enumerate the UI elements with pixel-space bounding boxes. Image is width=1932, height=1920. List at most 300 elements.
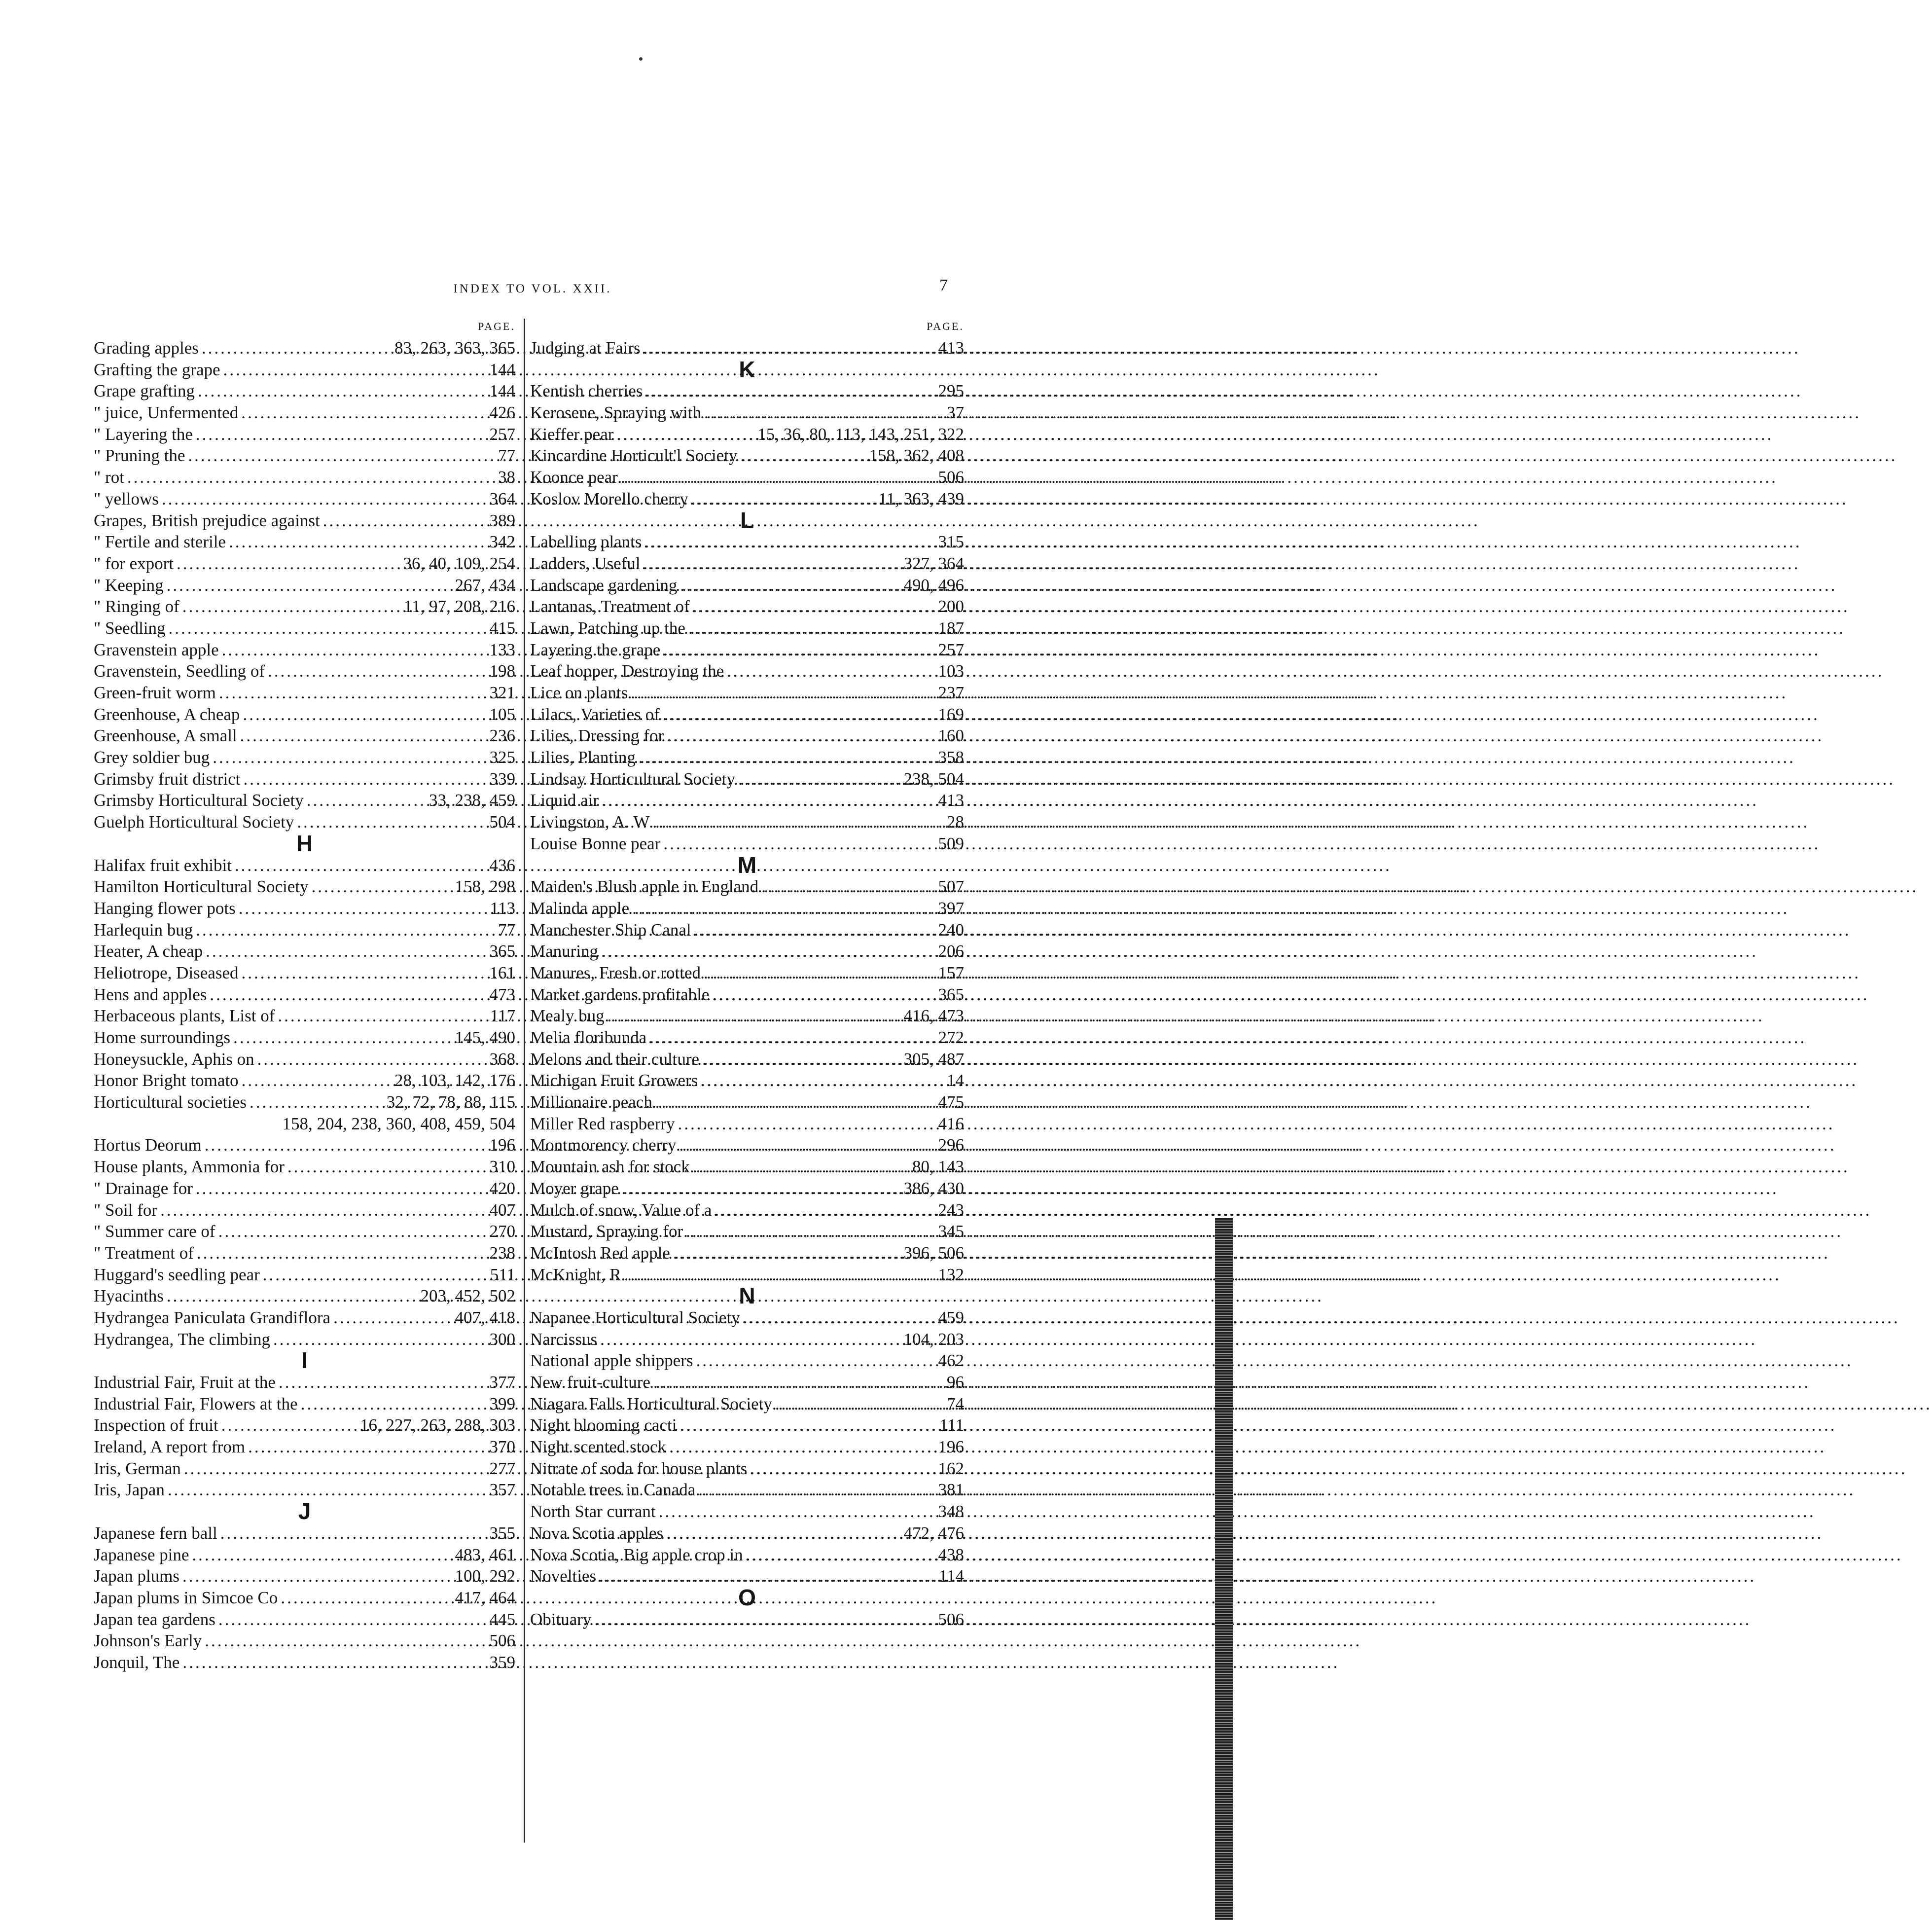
index-entry — [94, 488, 515, 510]
index-entry — [94, 510, 515, 532]
entry-pages: 459 — [938, 1307, 964, 1327]
index-entry — [94, 1027, 515, 1049]
index-entry — [530, 660, 964, 682]
entry-title: " juice, Unfermented — [94, 403, 239, 423]
entry-title: Lantanas, Treatment of — [530, 597, 690, 616]
entry-pages: 413 — [938, 338, 964, 358]
index-entry — [94, 1458, 515, 1480]
index-entry — [94, 790, 515, 811]
entry-pages: 325 — [489, 748, 515, 767]
entry-title: Judging at Fairs — [530, 338, 641, 358]
entry-pages: 105 — [489, 704, 515, 724]
index-entry — [530, 1156, 964, 1178]
entry-title: Koonce pear — [530, 468, 618, 487]
entry-title: Huggard's seedling pear — [94, 1265, 260, 1284]
entry-pages: 364 — [489, 489, 515, 508]
dot-leader — [287, 1156, 487, 1178]
dot-leader — [702, 1049, 900, 1070]
dot-leader — [653, 1372, 944, 1393]
dot-leader — [715, 1199, 935, 1221]
dot-leader — [307, 790, 426, 811]
entry-pages: 257 — [938, 640, 964, 659]
entry-pages: 157 — [938, 963, 964, 982]
entry-title: " for export — [94, 553, 174, 573]
dot-leader — [680, 1414, 936, 1436]
entry-title: Grape grafting — [94, 381, 195, 401]
entry-pages: 386, 430 — [903, 1178, 964, 1198]
entry-title: Maiden's Blush apple in England — [530, 877, 759, 897]
entry-pages: 436 — [489, 855, 515, 875]
index-entry — [94, 553, 515, 575]
index-entry — [94, 1091, 515, 1113]
index-entry — [94, 1221, 515, 1242]
dot-leader — [218, 1221, 487, 1242]
index-entry — [530, 467, 964, 488]
dot-leader — [263, 1264, 487, 1286]
dot-leader — [600, 1329, 900, 1350]
entry-pages: 257 — [489, 424, 515, 444]
entry-title: Landscape gardening — [530, 575, 678, 595]
scan-edge — [1215, 1218, 1233, 1920]
entry-pages: 11, 363, 439 — [878, 489, 964, 508]
section-letter: M — [737, 852, 757, 878]
entry-title: Lindsay Horticultural Society — [530, 769, 736, 789]
dot-leader — [268, 660, 487, 682]
dot-leader — [679, 1134, 935, 1156]
index-entry — [94, 575, 515, 596]
index-entry — [530, 1414, 964, 1436]
index-list — [94, 337, 515, 1673]
index-entry — [530, 1350, 964, 1372]
dot-leader — [750, 1458, 935, 1480]
entry-pages: 507 — [938, 877, 964, 897]
dot-leader — [686, 1221, 935, 1242]
entry-title: Louise Bonne pear — [530, 833, 661, 853]
entry-title: McIntosh Red apple — [530, 1243, 670, 1263]
left-column — [94, 316, 515, 1673]
entry-title: Market gardens profitable — [530, 984, 710, 1004]
entry-title: Heater, A cheap — [94, 942, 203, 961]
dot-leader — [621, 467, 935, 488]
entry-pages: 11, 97, 208, 216 — [403, 597, 515, 616]
entry-pages: 445 — [489, 1609, 515, 1629]
entry-title: Hanging flower pots — [94, 898, 236, 918]
entry-title: Industrial Fair, Flowers at the — [94, 1394, 298, 1413]
index-entry — [94, 855, 515, 876]
index-entry — [530, 424, 964, 445]
entry-pages: 16, 227, 263, 288, 303 — [360, 1415, 515, 1435]
dot-leader — [257, 1049, 487, 1070]
index-entry — [94, 1005, 515, 1027]
dot-leader — [632, 898, 935, 919]
index-entry — [94, 941, 515, 962]
entry-title: Night scented stock — [530, 1437, 667, 1457]
entry-pages: 83, 263, 363, 365 — [394, 338, 515, 358]
dot-leader — [645, 380, 935, 402]
index-entry — [530, 575, 964, 596]
entry-title: Nova Scotia apples — [530, 1523, 664, 1543]
entry-pages: 506 — [489, 1631, 515, 1651]
entry-pages: 490, 496 — [903, 575, 964, 595]
dot-leader — [680, 575, 900, 596]
index-entry — [94, 747, 515, 768]
dot-leader — [127, 467, 495, 488]
entry-pages: 355 — [489, 1523, 515, 1543]
entry-title: " Drainage for — [94, 1178, 193, 1198]
index-entry — [94, 1652, 515, 1673]
index-entry — [94, 359, 515, 381]
entry-pages: 103 — [938, 661, 964, 681]
index-entry — [530, 1458, 964, 1480]
index-entry — [530, 725, 964, 747]
entry-title: Miller Red raspberry — [530, 1114, 675, 1133]
index-entry — [94, 811, 515, 833]
entry-title: Malinda apple — [530, 898, 630, 918]
entry-pages: 32, 72, 78, 88, 115 — [386, 1092, 515, 1112]
entry-title: Industrial Fair, Fruit at the — [94, 1373, 276, 1392]
entry-title: Jonquil, The — [94, 1652, 180, 1672]
index-entry — [530, 790, 964, 811]
entry-pages: 415 — [489, 618, 515, 638]
entry-title: " Layering the — [94, 424, 193, 444]
section-letter: J — [298, 1498, 311, 1524]
dot-leader — [273, 1329, 487, 1350]
entry-title: Melia floribunda — [530, 1028, 647, 1047]
dot-leader — [205, 1134, 487, 1156]
index-entry — [94, 1134, 515, 1156]
entry-pages: 169 — [938, 704, 964, 724]
entry-title: Montmorency cherry — [530, 1135, 677, 1155]
entry-title: " Treatment of — [94, 1243, 194, 1263]
entry-pages: 407, 418 — [455, 1307, 515, 1327]
page-column-label: PAGE. — [478, 320, 515, 332]
dot-leader — [182, 596, 401, 617]
entry-pages: 397 — [938, 898, 964, 918]
dot-leader — [243, 704, 486, 725]
entry-pages: 370 — [489, 1437, 515, 1457]
entry-pages: 416 — [938, 1114, 964, 1133]
dot-leader — [169, 617, 487, 639]
entry-title: Hyacinths — [94, 1286, 164, 1306]
dot-leader — [196, 919, 495, 941]
running-head: INDEX TO VOL. XXII. — [453, 282, 612, 295]
dot-leader — [701, 1070, 944, 1091]
entry-pages: 462 — [938, 1351, 964, 1371]
section-letter: I — [301, 1347, 308, 1374]
dot-leader — [743, 1307, 935, 1329]
entry-pages: 315 — [938, 532, 964, 552]
entry-title: Nova Scotia, Big apple crop in — [530, 1545, 743, 1564]
entry-pages: 416, 473 — [903, 1006, 964, 1026]
entry-pages: 145, 490 — [455, 1028, 515, 1047]
index-entry — [530, 898, 964, 919]
entry-pages: 203, 452, 502 — [420, 1286, 515, 1306]
entry-pages: 96 — [947, 1373, 964, 1392]
entry-title: Greenhouse, A small — [94, 726, 237, 746]
dot-leader — [213, 747, 486, 768]
index-entry — [530, 617, 964, 639]
entry-pages: 389 — [489, 510, 515, 530]
entry-pages: 158, 204, 238, 360, 408, 459, 504 — [282, 1114, 515, 1133]
index-entry — [94, 1479, 515, 1501]
entry-title: Manuring — [530, 942, 599, 961]
entry-title: Greenhouse, A cheap — [94, 704, 240, 724]
entry-title: Millionaire peach — [530, 1092, 652, 1112]
index-entry — [530, 941, 964, 962]
dot-leader — [727, 660, 935, 682]
index-entry — [94, 617, 515, 639]
entry-title: Home surroundings — [94, 1028, 231, 1047]
entry-pages: 310 — [489, 1157, 515, 1177]
index-entry — [530, 962, 964, 984]
index-entry — [94, 768, 515, 790]
entry-title: Moyer grape — [530, 1178, 619, 1198]
entry-title: Guelph Horticultural Society — [94, 812, 294, 832]
index-entry — [530, 1091, 964, 1113]
index-entry — [530, 1609, 964, 1630]
dot-leader — [663, 639, 935, 661]
entry-title: Kerosene, Spraying with — [530, 403, 702, 423]
entry-pages: 236 — [489, 726, 515, 746]
entry-pages: 14 — [947, 1071, 964, 1090]
dot-leader — [196, 1178, 487, 1199]
index-entry — [530, 1501, 964, 1522]
entry-title: Liquid air — [530, 791, 599, 810]
index-entry — [94, 1070, 515, 1091]
dot-leader — [297, 811, 486, 833]
index-entry — [94, 1544, 515, 1566]
dot-leader — [301, 1393, 487, 1415]
dot-leader — [160, 1199, 486, 1221]
entry-title: Lilacs, Varieties of — [530, 704, 660, 724]
entry-pages: 270 — [489, 1222, 515, 1241]
entry-pages: 365 — [938, 984, 964, 1004]
dot-leader — [235, 855, 487, 876]
entry-title: Hens and apples — [94, 984, 207, 1004]
index-entry — [530, 1393, 964, 1415]
dot-leader — [694, 919, 935, 941]
entry-pages: 240 — [938, 920, 964, 940]
dot-leader — [239, 898, 487, 919]
index-entry — [94, 1436, 515, 1458]
index-entry — [94, 682, 515, 704]
dot-leader — [761, 876, 935, 898]
entry-pages: 158, 298 — [455, 877, 515, 897]
dot-leader — [644, 553, 901, 575]
entry-pages: 399 — [489, 1394, 515, 1413]
dot-leader — [738, 768, 900, 790]
dot-leader — [192, 1544, 452, 1566]
entry-pages: 368 — [489, 1049, 515, 1069]
entry-pages: 162 — [938, 1458, 964, 1478]
index-entry — [530, 1372, 964, 1393]
entry-pages: 296 — [938, 1135, 964, 1155]
dot-leader — [242, 962, 487, 984]
index-entry — [94, 1049, 515, 1070]
section-letter: L — [740, 507, 754, 533]
entry-title: Gravenstein apple — [94, 640, 219, 659]
dot-leader — [229, 531, 487, 553]
entry-pages: 238 — [489, 1243, 515, 1263]
entry-pages: 198 — [489, 661, 515, 681]
entry-title: " Ringing of — [94, 597, 179, 616]
dot-leader — [167, 1285, 418, 1307]
entry-pages: 132 — [938, 1265, 964, 1284]
index-entry — [530, 1199, 964, 1221]
entry-title: Grapes, British prejudice against — [94, 510, 320, 530]
dot-leader — [663, 833, 935, 855]
entry-pages: 36, 40, 109, 254 — [403, 553, 515, 573]
index-entry — [94, 1609, 515, 1630]
index-list — [530, 337, 964, 1630]
dot-leader — [693, 596, 935, 617]
entry-title: " Keeping — [94, 575, 164, 595]
dot-leader — [281, 1587, 452, 1609]
dot-leader — [746, 1544, 935, 1566]
entry-title: National apple shippers — [530, 1351, 693, 1371]
dot-leader — [250, 1091, 384, 1113]
dot-leader — [222, 639, 487, 661]
index-entry — [530, 553, 964, 575]
entry-title: North Star currant — [530, 1502, 656, 1522]
dot-leader — [196, 424, 487, 445]
entry-pages: 506 — [938, 468, 964, 487]
dot-leader — [688, 617, 935, 639]
entry-title: Livingston, A. W — [530, 812, 650, 832]
entry-pages: 144 — [489, 381, 515, 401]
index-entry — [94, 1414, 515, 1436]
entry-title: Novelties — [530, 1566, 597, 1586]
dot-leader — [704, 962, 935, 984]
entry-title: Hamilton Horticultural Society — [94, 877, 309, 897]
entry-pages: 377 — [489, 1373, 515, 1392]
entry-pages: 365 — [489, 942, 515, 961]
index-entry — [94, 1372, 515, 1393]
dot-leader — [678, 1113, 935, 1135]
entry-title: " Seedling — [94, 618, 166, 638]
dot-leader — [167, 575, 452, 596]
index-entry — [94, 337, 515, 359]
dot-leader — [669, 1436, 935, 1458]
entry-title: New fruit-culture — [530, 1373, 650, 1392]
index-entry — [530, 1544, 964, 1566]
index-entry — [530, 380, 964, 402]
dot-leader — [693, 1156, 909, 1178]
entry-title: " rot — [94, 468, 124, 487]
index-entry — [530, 1307, 964, 1329]
entry-title: Narcissus — [530, 1329, 598, 1349]
entry-title: Gravenstein, Seedling of — [94, 661, 265, 681]
index-entry — [530, 1436, 964, 1458]
entry-pages: 133 — [489, 640, 515, 659]
dot-leader — [218, 1609, 487, 1630]
index-entry — [94, 1587, 515, 1609]
index-entry — [94, 962, 515, 984]
entry-title: Mealy bug — [530, 1006, 605, 1026]
entry-pages: 158, 362, 408 — [869, 446, 964, 466]
entry-pages: 342 — [489, 532, 515, 552]
dot-leader — [240, 725, 487, 747]
index-entry — [94, 898, 515, 919]
entry-pages: 80, 143 — [912, 1157, 964, 1177]
entry-title: Hydrangea Paniculata Grandiflora — [94, 1307, 331, 1327]
dot-leader — [221, 1414, 357, 1436]
entry-title: Kincardine Horticult'l Society — [530, 446, 738, 466]
dot-leader — [162, 488, 487, 510]
entry-title: Melons and their culture — [530, 1049, 700, 1069]
entry-pages: 381 — [938, 1480, 964, 1500]
section-letter: K — [739, 356, 755, 382]
entry-pages: 357 — [489, 1480, 515, 1500]
index-entry — [94, 1285, 515, 1307]
entry-pages: 483, 461 — [455, 1545, 515, 1564]
index-entry — [530, 1134, 964, 1156]
dot-leader — [696, 1350, 935, 1372]
entry-title: Japan tea gardens — [94, 1609, 215, 1629]
index-entry — [94, 596, 515, 617]
entry-pages: 38 — [498, 468, 515, 487]
entry-title: Honor Bright tomato — [94, 1071, 239, 1090]
entry-pages: 272 — [938, 1028, 964, 1047]
entry-pages: 277 — [489, 1458, 515, 1478]
dot-leader — [182, 1652, 486, 1673]
entry-pages: 417, 464 — [455, 1588, 515, 1607]
index-entry — [530, 747, 964, 768]
dot-leader — [704, 402, 944, 424]
entry-title: Manures, Fresh or rotted — [530, 963, 701, 982]
entry-title: Ladders, Useful — [530, 553, 641, 573]
dot-leader — [622, 1178, 901, 1199]
index-entry-continuation — [94, 1113, 515, 1135]
index-entry — [94, 984, 515, 1006]
dot-leader — [177, 553, 400, 575]
dot-leader — [624, 1264, 935, 1286]
dot-leader — [594, 1609, 935, 1630]
entry-pages: 113 — [490, 898, 515, 918]
entry-pages: 504 — [489, 812, 515, 832]
dot-leader — [602, 790, 935, 811]
entry-title: Leaf hopper, Destroying the — [530, 661, 724, 681]
index-entry — [530, 337, 964, 359]
entry-pages: 420 — [489, 1178, 515, 1198]
index-entry — [94, 424, 515, 445]
entry-pages: 77 — [498, 446, 515, 466]
entry-pages: 359 — [489, 1652, 515, 1672]
entry-pages: 426 — [489, 403, 515, 423]
dot-leader — [233, 1027, 452, 1049]
entry-title: Mountain ash for stock — [530, 1157, 690, 1177]
index-entry — [530, 876, 964, 898]
index-entry — [94, 445, 515, 467]
dot-leader — [601, 941, 935, 962]
entry-title: Johnson's Early — [94, 1631, 202, 1651]
entry-title: McKnight, R — [530, 1265, 621, 1284]
entry-pages: 77 — [498, 920, 515, 940]
entry-title: Honeysuckle, Aphis on — [94, 1049, 254, 1069]
index-entry — [530, 1027, 964, 1049]
entry-pages: 295 — [938, 381, 964, 401]
entry-pages: 160 — [938, 726, 964, 746]
index-entry — [94, 1329, 515, 1350]
entry-title: Night blooming cacti — [530, 1415, 677, 1435]
entry-title: Labelling plants — [530, 532, 642, 552]
entry-pages: 300 — [489, 1329, 515, 1349]
entry-title: Koslov Morello cherry — [530, 489, 688, 508]
index-entry — [530, 1565, 964, 1587]
dot-leader — [667, 725, 935, 747]
entry-title: Kieffer pear — [530, 424, 614, 444]
entry-pages: 144 — [489, 360, 515, 379]
